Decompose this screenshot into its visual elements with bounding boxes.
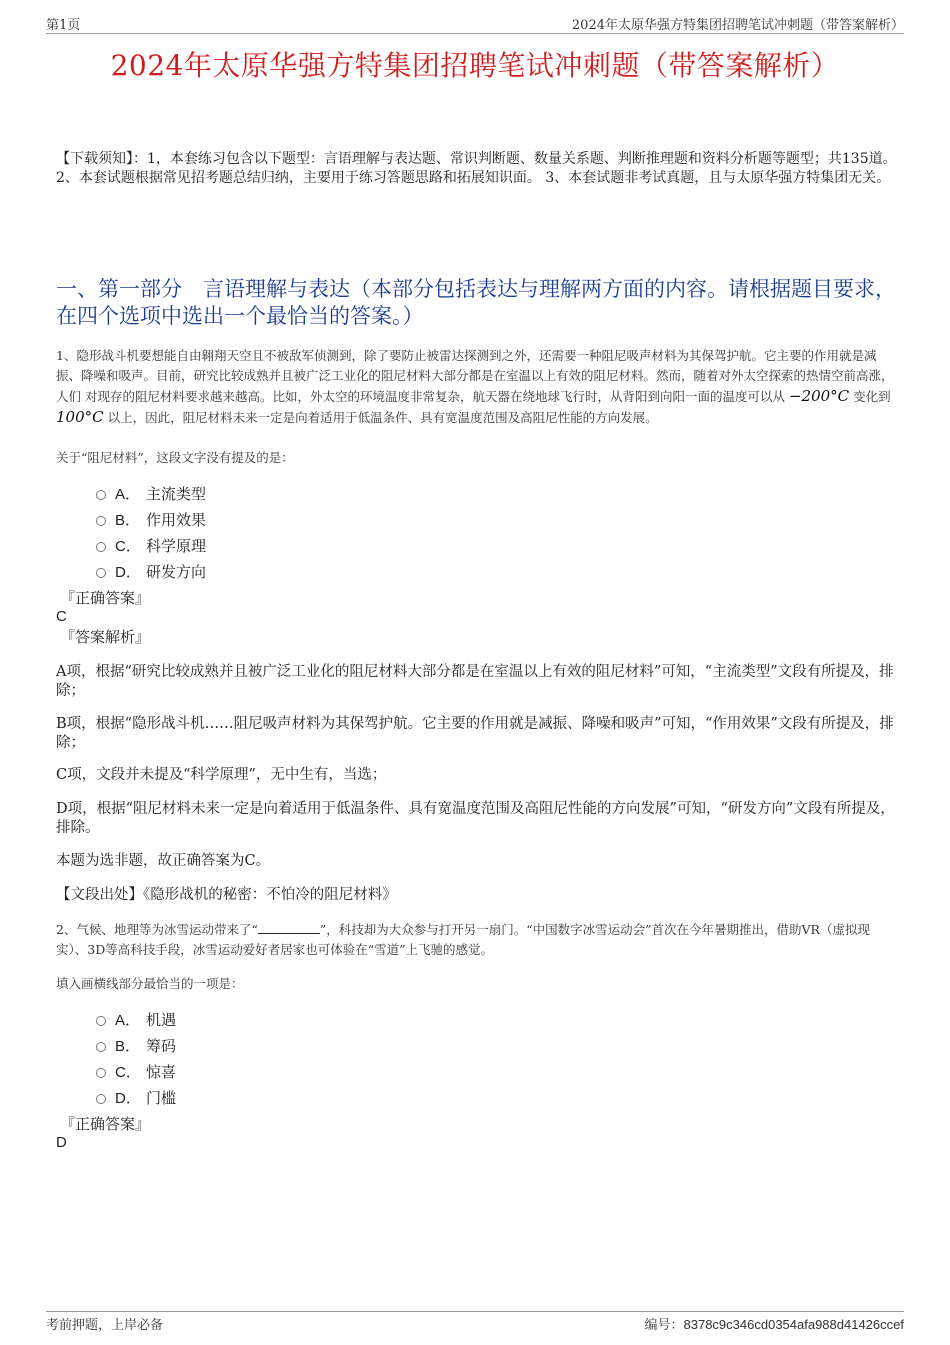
question-2-prompt: 填入画横线部分最恰当的一项是： — [56, 976, 244, 991]
footer-divider — [46, 1311, 904, 1312]
footer-slogan: 考前押题，上岸必备 — [46, 1318, 164, 1333]
page-number: 第1页 — [46, 18, 81, 33]
option-text: 惊喜 — [146, 1062, 177, 1081]
option-d[interactable] — [96, 558, 206, 584]
option-letter: D． — [115, 563, 141, 581]
option-text: 研发方向 — [146, 562, 207, 581]
passage-source: 【文段出处】《隐形战机的秘密：不怕冷的阻尼材料》 — [56, 887, 397, 903]
radio-icon[interactable] — [96, 1094, 106, 1104]
section-heading: 一、第一部分 言语理解与表达（本部分包括表达与理解两方面的内容。请根据题目要求，在四个选项中选出一个最恰当的答案。） — [56, 277, 896, 328]
option-letter: C． — [115, 537, 141, 555]
correct-answer-value: D — [56, 1134, 67, 1151]
math-temperature-high: 100°C — [56, 408, 104, 426]
question-1-prompt: 关于“阻尼材料”，这段文字没有提及的是： — [56, 450, 294, 465]
option-text: 筹码 — [146, 1036, 177, 1055]
correct-answer-label: 『正确答案』 — [60, 1115, 151, 1133]
footer-code-value: 8378c9c346cd0354afa988d41426ccef — [683, 1317, 904, 1332]
header-divider — [46, 33, 904, 34]
correct-answer-value: C — [56, 608, 67, 625]
option-b[interactable] — [96, 506, 206, 532]
analysis-b: B项，根据“隐形战斗机……阻尼吸声材料为其保驾护航。它主要的作用就是减振、降噪和吸声”可知，“作用效果”文段有所提及，排除； — [56, 716, 894, 751]
footer-code-label: 编号： — [644, 1318, 684, 1333]
radio-icon[interactable] — [96, 1068, 106, 1078]
radio-icon[interactable] — [96, 542, 106, 552]
option-letter: B． — [115, 511, 141, 529]
option-b[interactable] — [96, 1032, 176, 1058]
footer-code — [645, 1314, 905, 1333]
option-c[interactable] — [96, 1058, 176, 1084]
question-1-text-after: 以上，因此，阻尼材料未来一定是向着适用于低温条件、具有宽温度范围及高阻尼性能的方向发展。 — [107, 410, 658, 425]
option-d[interactable] — [96, 1084, 176, 1110]
analysis-d: D项，根据“阻尼材料未来一定是向着适用于低温条件、具有宽温度范围及高阻尼性能的方向发展”可知，“研发方向”文段有所提及，排除。 — [56, 801, 895, 836]
radio-icon[interactable] — [96, 568, 106, 578]
question-1-text — [56, 346, 898, 428]
option-text: 机遇 — [146, 1010, 177, 1029]
option-text: 作用效果 — [146, 510, 207, 529]
document-title: 2024年太原华强方特集团招聘笔试冲刺题（带答案解析） — [110, 49, 840, 82]
option-letter: B． — [115, 1037, 141, 1055]
download-notice: 【下载须知】：1，本套练习包含以下题型：言语理解与表达题、常识判断题、数量关系题、判断推理题和资料分析题等题型；共135道。 2、本套试题根据常见招考题总结归纳，主要用于练习答题思路和拓展知识面。 3、本套试题非考试真题，且与太原华强方特集团无关。 — [56, 151, 897, 186]
fill-blank — [258, 921, 320, 934]
question-1-options — [96, 480, 206, 584]
option-letter: A． — [115, 485, 141, 503]
option-a[interactable] — [96, 1006, 176, 1032]
question-1-text-before: 1、隐形战斗机要想能自由翱翔天空且不被敌军侦测到，除了要防止被雷达探测到之外，还需要一种阻尼吸声材料为其保驾护航。它主要的作用就是减振、降噪和吸声。目前，研究比较成熟并且被广泛工业化的阻尼材料大部分都是在室温以上有效的阻尼材料。然而，随着对外太空探索的热情空前高涨， 人们 对现存的阻尼材料要求越来越高。比如，外太空的环境温度非常复杂，航天器在绕地球飞行时，从背阳到向阳一面的温度可以从 — [56, 348, 894, 404]
correct-answer-label: 『正确答案』 — [60, 589, 151, 607]
analysis-c: C项，文段并未提及“科学原理”，无中生有，当选； — [56, 767, 387, 783]
analysis-conclusion: 本题为选非题，故正确答案为C。 — [56, 853, 271, 869]
question-2-text-after: ”，科技却为大众参与打开另一扇门。“中国数字冰雪运动会”首次在今年暑期推出，借助VR（虚拟现实）、3D等高科技手段，冰雪运动爱好者居家也可体验在“雪道”上飞驰的感觉。 — [56, 922, 870, 957]
radio-icon[interactable] — [96, 1016, 106, 1026]
option-text: 主流类型 — [146, 484, 207, 503]
question-2-options — [96, 1006, 176, 1110]
radio-icon[interactable] — [96, 516, 106, 526]
option-letter: A． — [115, 1011, 141, 1029]
option-c[interactable] — [96, 532, 206, 558]
header-doc-title: 2024年太原华强方特集团招聘笔试冲刺题（带答案解析） — [571, 18, 904, 33]
question-2-text — [56, 920, 898, 960]
question-2-text-before: 2、气候、地理等为冰雪运动带来了“ — [56, 922, 258, 937]
option-a[interactable] — [96, 480, 206, 506]
option-text: 门槛 — [146, 1088, 177, 1107]
option-text: 科学原理 — [146, 536, 207, 555]
option-letter: C． — [115, 1063, 141, 1081]
option-letter: D． — [115, 1089, 141, 1107]
analysis-a: A项，根据“研究比较成熟并且被广泛工业化的阻尼材料大部分都是在室温以上有效的阻尼材料”可知，“主流类型”文段有所提及，排除； — [56, 664, 894, 699]
math-temperature-low: −200°C — [788, 387, 850, 405]
radio-icon[interactable] — [96, 490, 106, 500]
question-1-text-mid: 变化到 — [853, 389, 891, 404]
analysis-label: 『答案解析』 — [60, 628, 151, 646]
radio-icon[interactable] — [96, 1042, 106, 1052]
